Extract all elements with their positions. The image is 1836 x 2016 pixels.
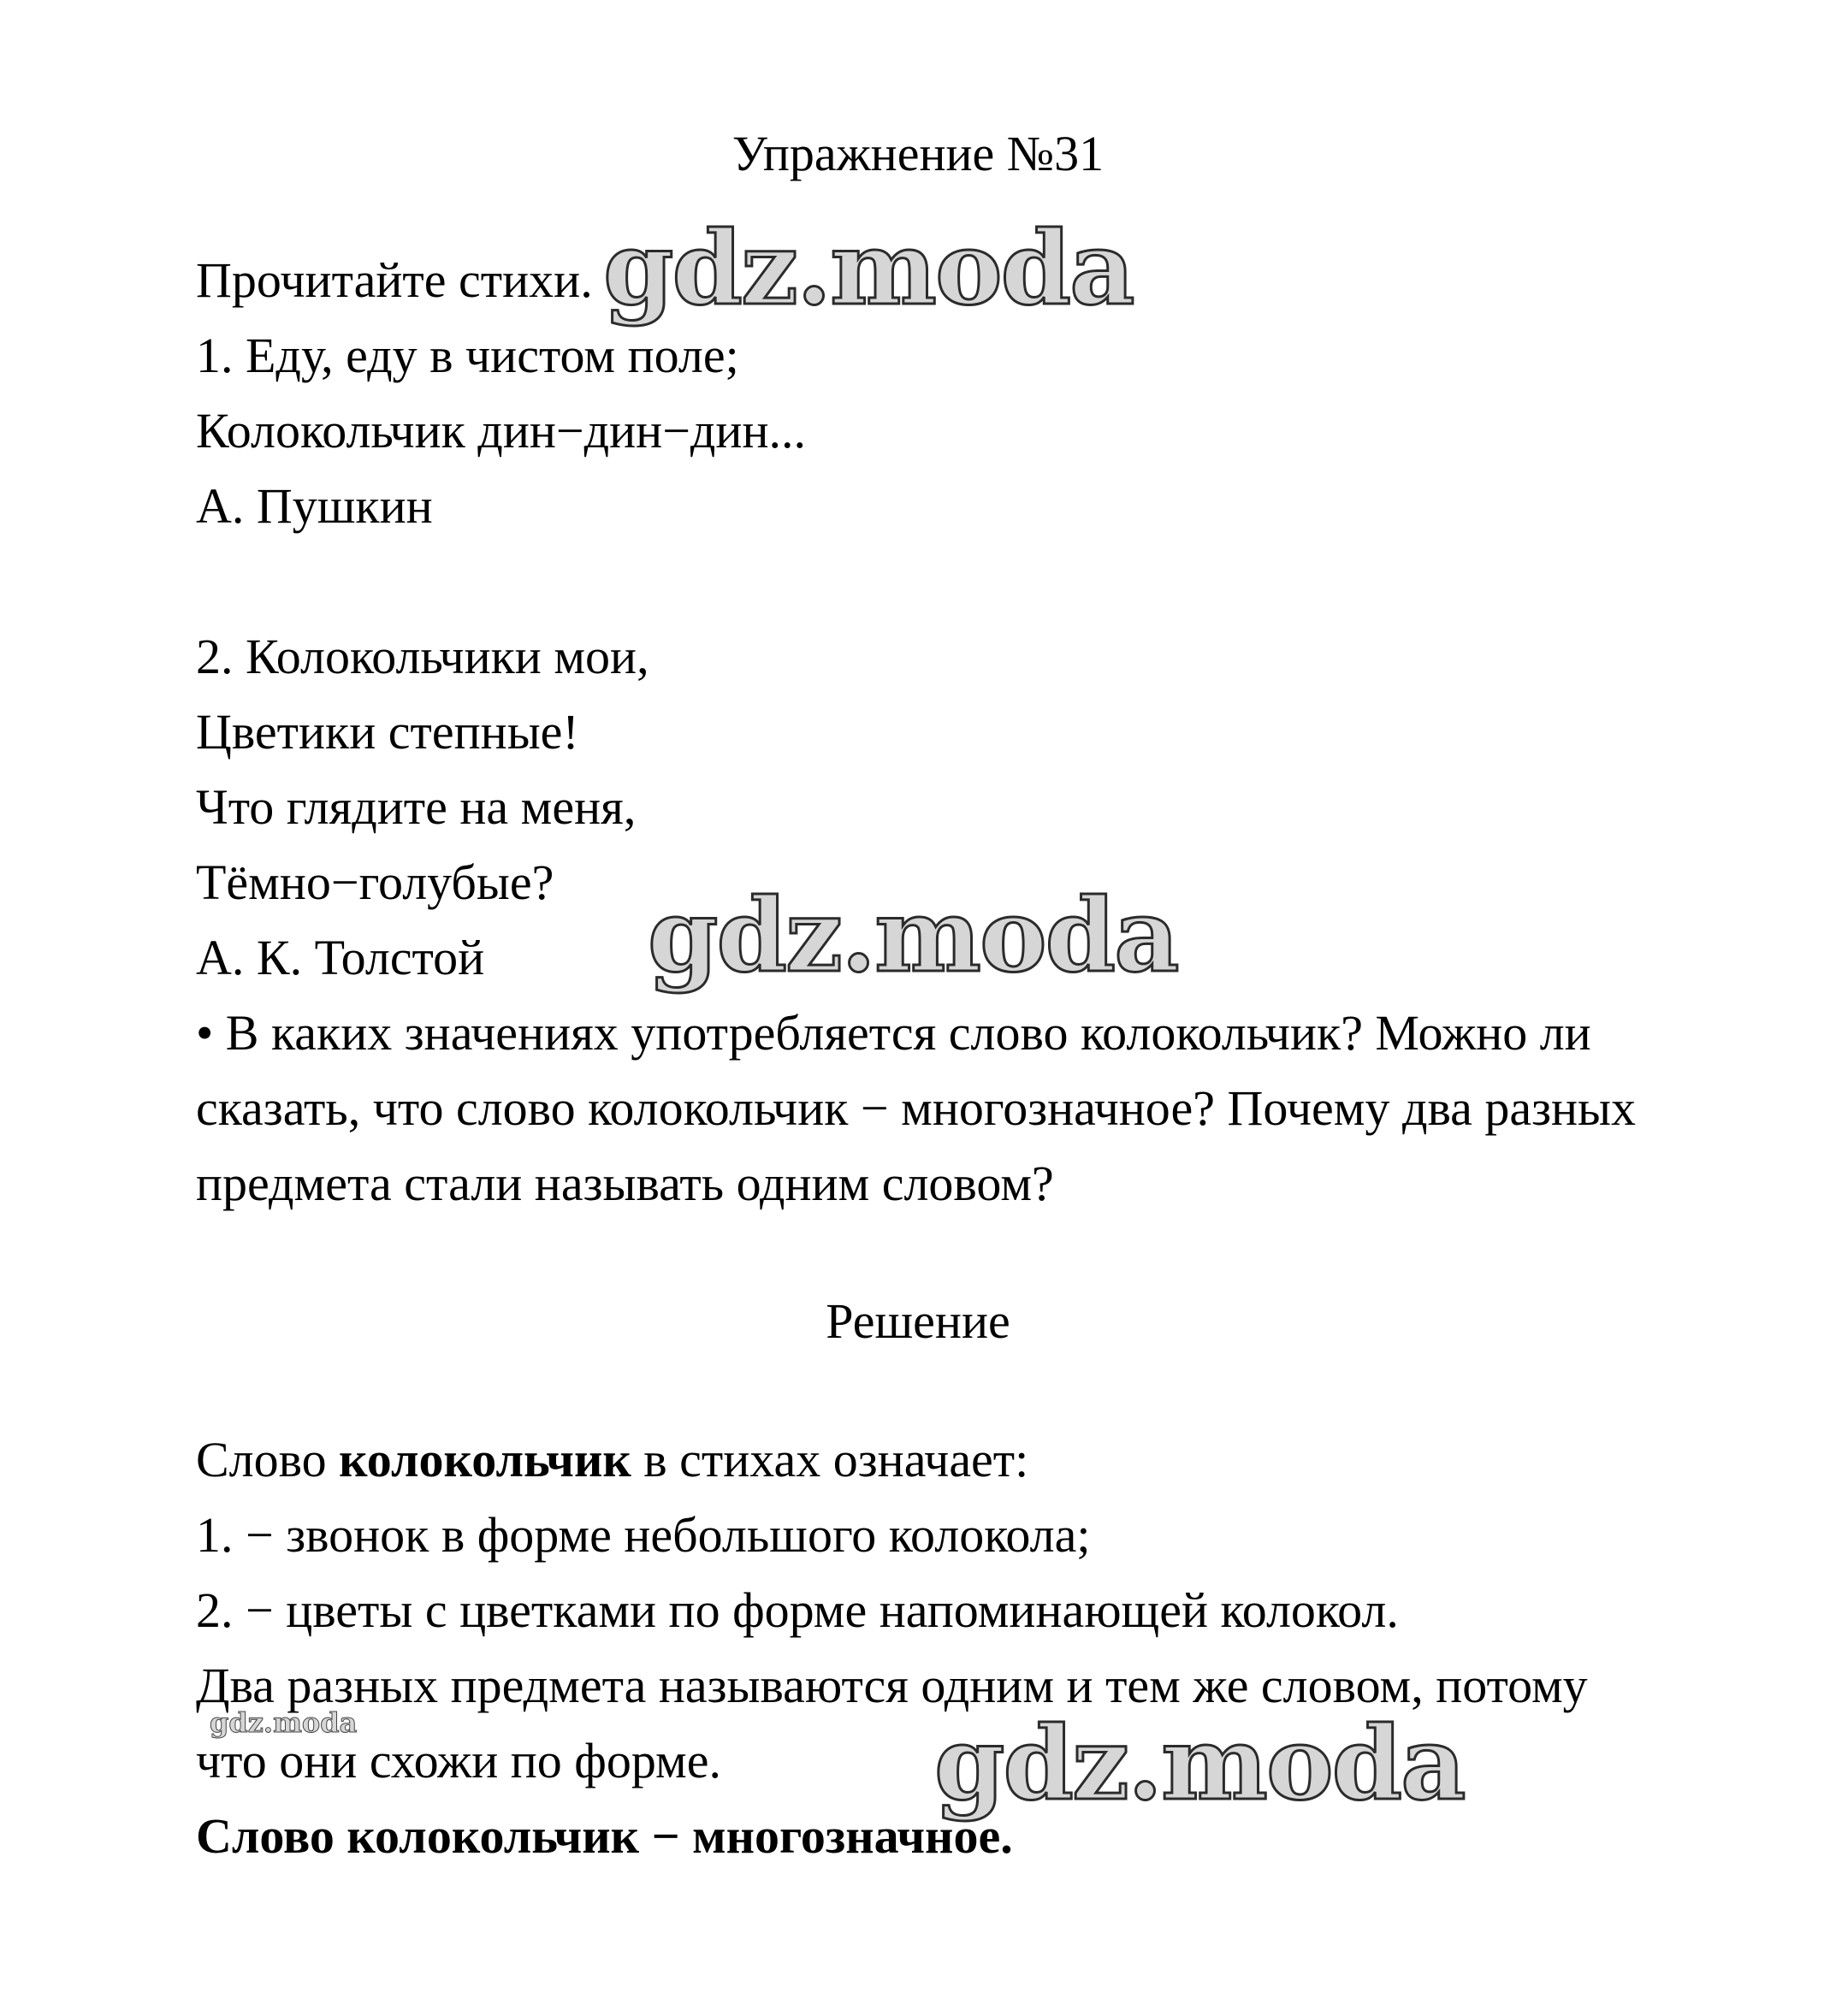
task-intro: Прочитайте стихи. — [196, 252, 593, 308]
watermark-logo-small: gdz.moda — [210, 1706, 358, 1739]
meaning-item: 2. − цветы с цветками по форме напоминающей колокол. — [196, 1582, 1399, 1638]
solution-intro-prefix: Слово — [196, 1432, 340, 1487]
explanation-line: что они схожи по форме. — [196, 1733, 721, 1788]
poem2-line: Что глядите на меня, — [196, 779, 637, 835]
question-line: • В каких значениях употребляется слово колокольчик? Можно ли — [196, 1005, 1591, 1061]
poem2-line: 2. Колокольчики мои, — [196, 629, 649, 684]
watermark-logo: gdz.moda — [648, 876, 1178, 995]
solution-intro — [196, 1430, 1028, 1490]
exercise-title: Упражнение №31 — [731, 126, 1105, 181]
solution-intro-keyword: колокольчик — [339, 1432, 631, 1487]
poem2-author: А. К. Толстой — [196, 930, 485, 985]
poem2-line: Цветики степные! — [196, 704, 579, 760]
question-line: предмета стали называть одним словом? — [196, 1156, 1054, 1211]
poem2-line: Тёмно−голубые? — [196, 854, 554, 910]
watermark-logo: gdz.moda — [934, 1704, 1465, 1823]
solution-intro-suffix: в стихах означает: — [631, 1432, 1029, 1487]
poem1-author: А. Пушкин — [196, 478, 433, 534]
solution-heading: Решение — [826, 1293, 1010, 1349]
meaning-item: 1. − звонок в форме небольшого колокола; — [196, 1507, 1091, 1563]
poem1-line: 1. Еду, еду в чистом поле; — [196, 328, 739, 383]
question-line: сказать, что слово колокольчик − многозначное? Почему два разных — [196, 1080, 1637, 1136]
watermark-logo: gdz.moda — [603, 209, 1134, 328]
explanation-line: Два разных предмета называются одним и тем же словом, потому — [196, 1658, 1588, 1713]
poem1-line: Колокольчик дин−дин−дин... — [196, 403, 806, 458]
solution-conclusion: Слово колокольчик − многозначное. — [196, 1808, 1013, 1864]
